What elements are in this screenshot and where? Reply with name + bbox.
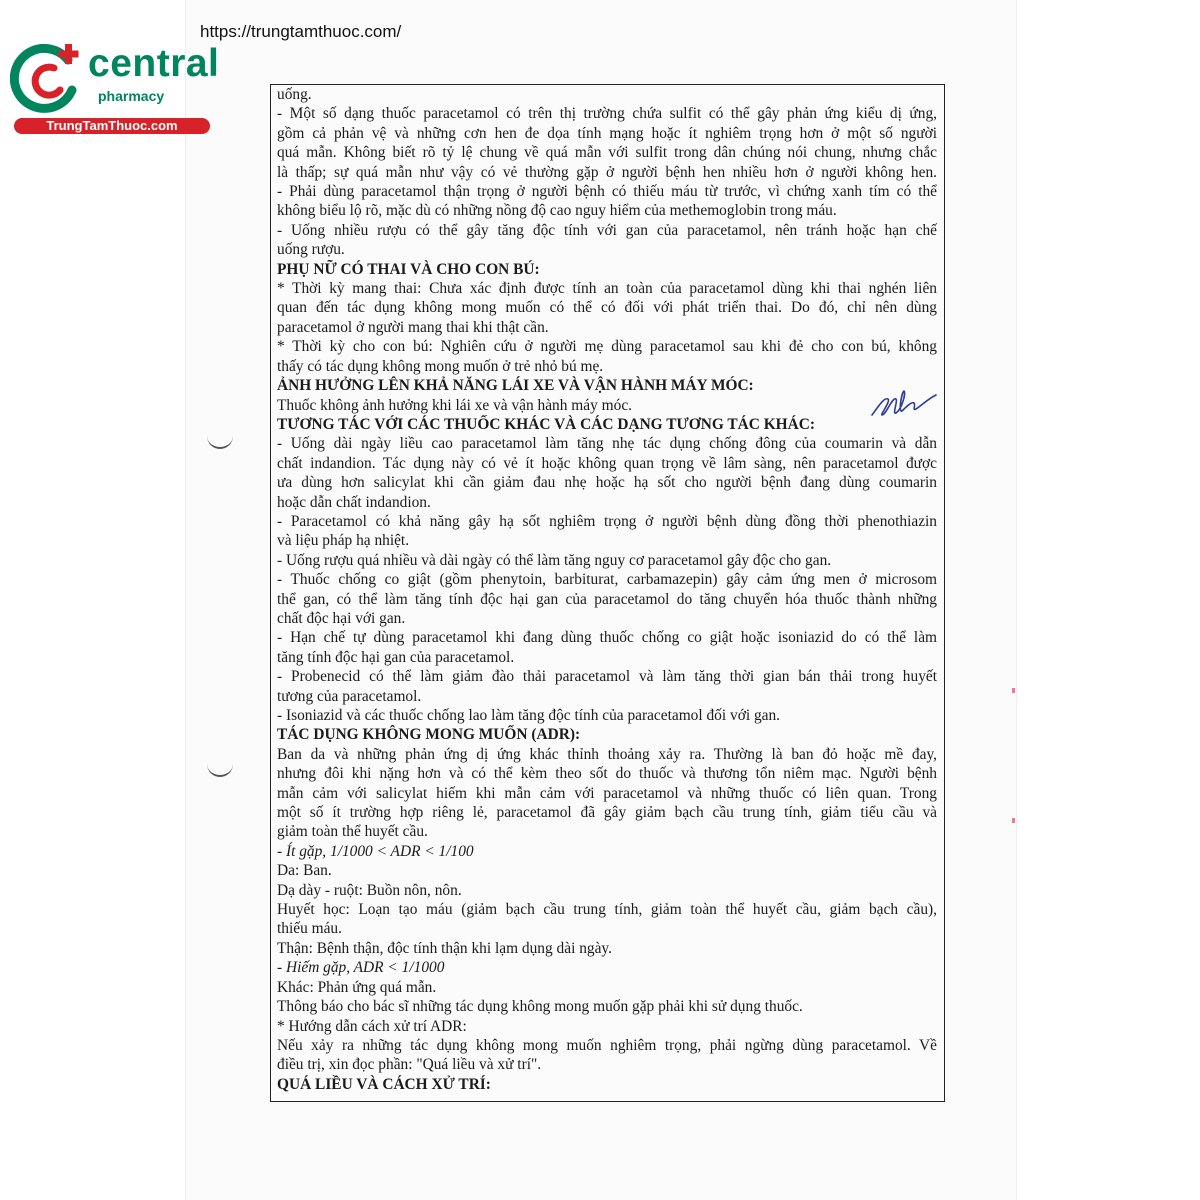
text-line: * Thời kỳ cho con bú: Nghiên cứu ở người mẹ dùng paracetamol sau khi đẻ cho con bú, không (277, 338, 937, 356)
text-line: Da: Ban. (277, 862, 332, 880)
text-line: một số ít trường hợp riêng lẻ, paracetamol đã gây giảm bạch cầu trung tính, giảm tiểu cầu và (277, 804, 937, 822)
text-line: Nếu xảy ra những tác dụng không mong muốn nghiêm trọng, phải ngừng dùng paracetamol. Về (277, 1036, 937, 1054)
logo-website-badge: TrungTamThuoc.com (14, 118, 210, 134)
text-line: - Uống nhiều rượu có thể gây tăng độc tính với gan của paracetamol, nên tránh hoặc hạn chế (277, 221, 937, 239)
text-line: uống rượu. (277, 241, 345, 259)
text-line: * Hướng dẫn cách xử trí ADR: (277, 1017, 467, 1035)
text-line: - Uống dài ngày liều cao paracetamol làm tăng nhẹ tác dụng chống đông của coumarin và dẫn (277, 435, 937, 453)
text-line: paracetamol ở người mang thai khi thật cần. (277, 318, 549, 336)
text-line: tăng tính độc hại gan của paracetamol. (277, 648, 515, 666)
text-line: quá mẫn. Không biết rõ tỷ lệ chung về quá mẫn với sulfit trong dân chúng nói chung, nhưng chắc (277, 144, 937, 162)
text-line: không biểu lộ rõ, mặc dù có những nồng độ cao nguy hiểm của methemoglobin trong máu. (277, 202, 837, 220)
text-line: thể gan, có thể làm tăng tính độc hại gan của paracetamol do tăng chuyển hóa thuốc thành những (277, 590, 937, 608)
source-url[interactable]: https://trungtamthuoc.com/ (200, 22, 402, 41)
central-pharmacy-logo[interactable] (10, 38, 220, 138)
text-line: hoặc dẫn chất indandion. (277, 493, 431, 511)
text-line: Ban da và những phản ứng dị ứng khác thỉnh thoảng xảy ra. Thường là ban đỏ hoặc mề đay, (277, 745, 937, 763)
text-line: - Probenecid có thể làm giảm đào thải paracetamol và làm tăng thời gian bán thải trong huyết (277, 668, 937, 686)
text-line: quan đến tác dụng không mong muốn có thể có đối với phát triển thai. Do đó, chỉ nên dùng (277, 299, 937, 317)
section-heading: TÁC DỤNG KHÔNG MONG MUỐN (ADR): (277, 726, 581, 744)
text-line: * Thời kỳ mang thai: Chưa xác định được tính an toàn của paracetamol dùng khi thai nghén liên (277, 280, 937, 298)
text-line: - Paracetamol có khả năng gây hạ sốt nghiêm trọng ở người bệnh dùng đồng thời phenothiazin (277, 512, 937, 530)
text-line: ưa dùng hơn salicylat khi cần giảm đau nhẹ hoặc hạ sốt cho người bệnh đang dùng coumarin (277, 474, 937, 492)
text-line: uống. (277, 86, 312, 103)
text-line: gồm cả phản vệ và những cơn hen đe dọa tính mạng hoặc ít nghiêm trọng hơn ở một số người (277, 124, 937, 142)
text-line: Khác: Phản ứng quá mẫn. (277, 978, 437, 996)
text-line: giảm toàn thể huyết cầu. (277, 823, 428, 841)
text-line: tương của paracetamol. (277, 687, 422, 705)
text-line: Thận: Bệnh thận, độc tính thận khi lạm dụng dài ngày. (277, 939, 612, 957)
text-line: chất độc hại với gan. (277, 609, 406, 627)
text-line: nhưng đôi khi nặng hơn và có thể kèm theo sốt do thuốc và thương tổn niêm mạc. Người bệnh (277, 765, 937, 783)
section-heading: TƯƠNG TÁC VỚI CÁC THUỐC KHÁC VÀ CÁC DẠNG TƯƠNG TÁC KHÁC: (277, 415, 816, 433)
section-heading: QUÁ LIỀU VÀ CÁCH XỬ TRÍ: (277, 1075, 491, 1093)
text-line: và liệu pháp hạ nhiệt. (277, 532, 410, 550)
document-text (271, 85, 944, 1094)
text-line: Huyết học: Loạn tạo máu (giảm bạch cầu trung tính, giảm toàn thể huyết cầu, giảm bạch cầu), (277, 901, 937, 919)
signature-mark (868, 385, 938, 421)
section-heading: PHỤ NỮ CÓ THAI VÀ CHO CON BÚ: (277, 260, 540, 278)
text-line: - Hiếm gặp, ADR < 1/1000 (277, 959, 445, 977)
text-line: thiếu máu. (277, 920, 342, 938)
text-line: chất indandion. Tác dụng này có vẻ ít hoặc không quan trọng về lâm sàng, nên paracetamol được (277, 454, 937, 472)
text-line: thấy có tác dụng không mong muốn ở trẻ nhỏ bú mẹ. (277, 357, 604, 375)
text-line: - Thuốc chống co giật (gồm phenytoin, barbiturat, carbamazepin) gây cảm ứng men ở microsom (277, 571, 937, 589)
logo-brand-name: central (88, 42, 220, 85)
section-heading: ẢNH HƯỞNG LÊN KHẢ NĂNG LÁI XE VÀ VẬN HÀNH MÁY MÓC: (277, 377, 754, 395)
text-line: mẫn cảm với salicylat hiếm khi mẫn cảm với paracetamol và những thuốc có liên quan. Trong (277, 784, 937, 802)
text-line: là thấp; sự quá mẫn như vậy có vẻ thường gặp ở người bệnh hen nhiều hơn ở người không hen. (277, 163, 937, 181)
text-line: - Phải dùng paracetamol thận trọng ở người bệnh có thiếu máu từ trước, vì chứng xanh tím có thể (277, 183, 937, 201)
text-line: - Một số dạng thuốc paracetamol có trên thị trường chứa sulfit có thể gây phản ứng kiểu dị ứng, (277, 105, 937, 123)
text-line: Thuốc không ảnh hưởng khi lái xe và vận hành máy móc. (277, 396, 632, 414)
text-line: - Ít gặp, 1/1000 < ADR < 1/100 (277, 842, 474, 860)
text-line: điều trị, xin đọc phần: "Quá liều và xử trí". (277, 1056, 542, 1074)
page-edge-mark (1012, 818, 1015, 823)
logo-subtitle: pharmacy (98, 88, 165, 104)
text-line: Thông báo cho bác sĩ những tác dụng không mong muốn gặp phải khi sử dụng thuốc. (277, 998, 803, 1016)
page-edge-mark (1012, 688, 1015, 693)
text-line: - Hạn chế tự dùng paracetamol khi đang dùng thuốc chống co giật hoặc isoniazid do có thể làm (277, 629, 937, 647)
text-line: Dạ dày - ruột: Buồn nôn, nôn. (277, 881, 462, 899)
pharmacy-cross-icon (10, 38, 90, 118)
text-line: - Isoniazid và các thuốc chống lao làm tăng độc tính của paracetamol đối với gan. (277, 707, 781, 724)
document-frame (270, 84, 945, 1102)
text-line: - Uống rượu quá nhiều và dài ngày có thể làm tăng nguy cơ paracetamol gây độc cho gan. (277, 551, 832, 569)
